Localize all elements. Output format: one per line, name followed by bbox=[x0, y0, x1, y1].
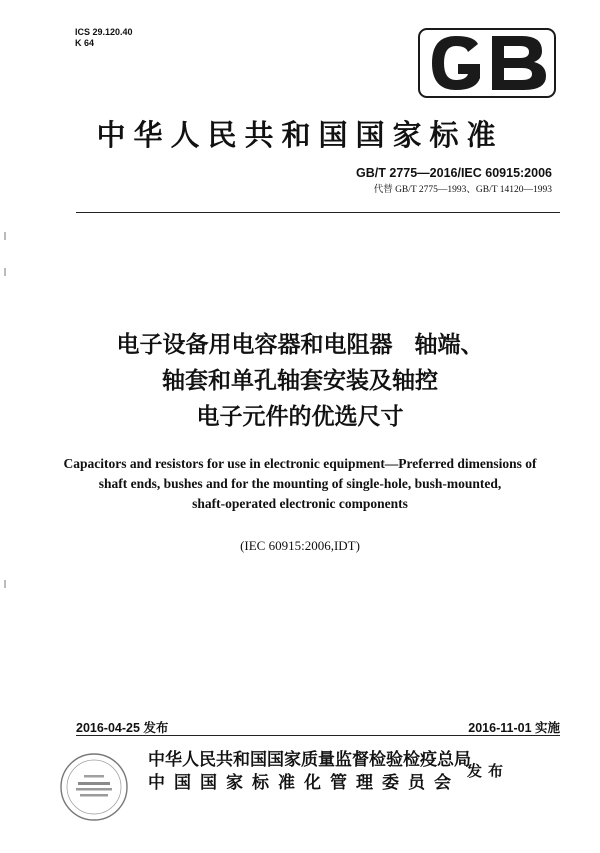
chinese-title bbox=[0, 327, 600, 435]
implementation-date: 2016-11-01 实施 bbox=[468, 721, 560, 735]
issuing-bodies bbox=[148, 749, 471, 795]
header-divider bbox=[76, 212, 560, 213]
chinese-title-line-3: 电子元件的优选尺寸 bbox=[196, 404, 404, 430]
english-title-line-2: shaft ends, bushes and for the mounting of single-hole, bush-mounted, bbox=[98, 476, 502, 491]
chinese-title-line-1 bbox=[0, 327, 600, 363]
scan-edge-mark bbox=[4, 232, 6, 240]
english-title-line-1: Capacitors and resistors for use in electronic equipment—Preferred dimensions of bbox=[63, 456, 537, 471]
gb-logo bbox=[418, 28, 556, 98]
chinese-title-line-1a: 电子设备用电容器和电阻器 bbox=[116, 332, 393, 358]
adoption-note: (IEC 60915:2006,IDT) bbox=[240, 538, 360, 553]
publish-label: 发布 bbox=[467, 762, 510, 780]
ccs-code: K 64 bbox=[75, 38, 95, 48]
chinese-title-line-1b: 轴端、 bbox=[414, 332, 484, 358]
scan-edge-mark bbox=[4, 268, 6, 276]
english-title-line-3: shaft-operated electronic components bbox=[192, 496, 408, 511]
scan-edge-mark bbox=[4, 580, 6, 588]
chinese-title-line-2: 轴套和单孔轴套安装及轴控 bbox=[162, 368, 438, 394]
classification-codes bbox=[75, 27, 133, 49]
ics-code: ICS 29.120.40 bbox=[75, 27, 133, 37]
issuer-sac: 中国国家标准化管理委员会 bbox=[148, 773, 460, 793]
footer-divider bbox=[76, 735, 560, 736]
standard-number: GB/T 2775—2016/IEC 60915:2006 bbox=[356, 166, 552, 180]
national-standard-heading: 中华人民共和国国家标准 bbox=[96, 118, 504, 152]
replaces-note: 代替 GB/T 2775—1993、GB/T 14120—1993 bbox=[373, 185, 552, 195]
stamp-seal-icon bbox=[58, 751, 130, 823]
english-title bbox=[0, 454, 600, 514]
issue-date: 2016-04-25 发布 bbox=[76, 721, 169, 735]
issuer-aqsiq: 中华人民共和国国家质量监督检验检疫总局 bbox=[148, 750, 471, 770]
